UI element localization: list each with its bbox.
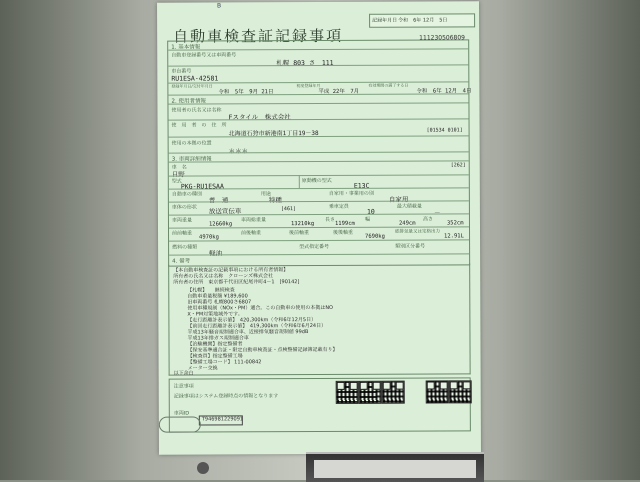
user-name-value: Fスタイル 株式会社 [228, 113, 291, 122]
remark-line: 平成13年騒音規制適合車、近接排気騒音規制値 99dB [187, 329, 309, 336]
length-label: 長さ [324, 216, 335, 223]
rear-axle-value: 7690kg [365, 233, 385, 240]
first-reg-label: 登録年月日/交付年月日 [171, 83, 213, 89]
paper-clip [159, 417, 201, 433]
body-label: 車体の形状 [171, 204, 197, 211]
vehicle-id-value: T946981229091 [199, 415, 243, 425]
divider [299, 175, 300, 188]
front-rear-axle-label: 前後軸重 [241, 230, 262, 237]
qr-code-3 [382, 381, 405, 404]
notes-text: 記録事項はシステム登録時点の情報となります [173, 393, 279, 400]
divider [169, 239, 469, 241]
first-reg-value: 令和 5年 9月 21日 [218, 89, 274, 96]
remark-line: 【本自動車検査証の記載事項における所有者情報】 [173, 267, 289, 274]
displacement-label: 総排気量又は定格出力 [395, 229, 441, 235]
body-code: [461] [280, 206, 296, 213]
document-title: 自動車検査証記録事項 [173, 26, 344, 46]
class-number-label: 類別区分番号 [395, 243, 426, 250]
body-value: 放送宣伝車 [208, 207, 242, 216]
front-axle-value: 4970kg [199, 234, 219, 241]
expiry-value: 令和 6年 12月 4日 [416, 88, 472, 95]
record-date-value: 令和 6年 12月 5日 [398, 17, 448, 24]
user-address-label: 使 用 者 の 住 所 [171, 122, 227, 129]
remark-line: 自動車重量税額 ¥189,600 [187, 293, 248, 300]
kind-value: 普 通 [208, 196, 229, 205]
model-label: 型式 [171, 178, 182, 185]
section-vehicle: 3. 車両詳細情報 [171, 156, 212, 163]
type-designation-label: 型式指定番号 [299, 243, 330, 251]
remark-line: 【保安基準適合証・限定自動車検査証・点検整備記録簿記載有り】 [187, 346, 338, 354]
remark-line: 【札幌】 継続検査 [187, 287, 235, 294]
divider [169, 160, 469, 162]
record-date-label: 記録年月日 [372, 17, 398, 24]
remark-line: メーター交換 [187, 365, 218, 372]
remark-line: 【整備工場コード】 111-00842 [187, 359, 262, 366]
vehicle-id-label: 車両ID [173, 410, 190, 417]
remark-line: X・PM対策地域外です。 [187, 311, 243, 318]
model-value: PKG-RU1ESAA [180, 182, 224, 191]
background-object [197, 462, 209, 474]
user-name-label: 使用者の氏名又は名称 [171, 107, 222, 114]
qr-code-5 [449, 380, 472, 403]
base-location-value: ＊＊＊ [228, 147, 249, 156]
remark-line: 使用車種規制（NOx・PM）適合。この自動車の使用の本拠はNO [187, 304, 334, 312]
remark-line: 平成13年排ガス規制適合車 [187, 335, 249, 342]
load-value: － [433, 208, 441, 217]
rear-axle-label: 後後軸重 [333, 229, 354, 236]
gross-weight-value: 13210kg [290, 221, 315, 228]
chassis-value: RU1ESA-42581 [171, 74, 219, 83]
divider [169, 253, 469, 255]
capacity-value: 10 [366, 207, 375, 216]
qr-code-1 [336, 381, 359, 404]
remarks-area [168, 263, 470, 375]
weight-value: 12660kg [208, 221, 233, 228]
remark-line: 【検査員】指定整備工場 [187, 353, 243, 360]
gross-weight-label: 車両総重量 [240, 217, 266, 224]
displacement-value: 12.91L [444, 233, 464, 240]
divider [169, 151, 469, 153]
notes-label: 注意事項 [173, 383, 194, 390]
use-label: 用途 [260, 191, 271, 198]
engine-label: 原動機の型式 [301, 177, 332, 185]
remark-line: 旧車両番号 札幌800さ6807 [187, 299, 252, 306]
qr-code-2 [359, 381, 382, 404]
base-location-label: 使用の本拠の位置 [171, 140, 212, 147]
section-user: 2. 使用者情報 [171, 98, 206, 105]
divider [169, 118, 469, 120]
inspection-certificate-sheet [157, 1, 481, 454]
height-label: 高さ [422, 216, 433, 223]
capacity-label: 乗車定員 [328, 203, 349, 210]
divider [168, 102, 468, 104]
width-label: 幅 [364, 216, 370, 223]
section-basic: 1. 基本情報 [171, 44, 201, 51]
use-value: 特種 [268, 196, 282, 205]
private-value: 自家用 [388, 195, 409, 204]
user-address-value: 北海道石狩市新港南1丁目19－38 [228, 130, 319, 138]
rear-front-axle-label: 後前軸重 [289, 230, 310, 237]
divider [169, 200, 469, 202]
front-axle-label: 前前軸重 [172, 230, 193, 237]
height-value: 352cm [446, 220, 464, 227]
section-remarks: 4. 備考 [172, 258, 191, 265]
top-mark: B [217, 2, 222, 10]
remark-line: 【治験機関】指定整備者 [187, 341, 243, 348]
reg-value: 札幌 803 さ 111 [276, 58, 334, 68]
kind-label: 自動車の種別 [171, 191, 202, 198]
tray-inner [314, 460, 476, 478]
remark-line: 所有者の住所 東京都千代田区紀尾井町4－1 [90142] [173, 279, 300, 286]
divider [169, 187, 469, 189]
length-value: 1199cm [334, 220, 355, 227]
remark-line: 以下余白 [173, 370, 194, 377]
maker-code: [262] [450, 162, 466, 169]
width-value: 249cm [398, 220, 416, 227]
fuel-value: 軽油 [209, 249, 223, 258]
user-address-code: [01534 0101] [426, 127, 463, 134]
divider [168, 93, 468, 95]
maker-value: 日野 [171, 170, 185, 179]
record-date-box [369, 13, 475, 27]
remark-line: 【走行距離計表示値】 420,300km（令和6年12月5日） [187, 317, 317, 324]
divider [169, 135, 469, 137]
weight-label: 車両重量 [171, 217, 192, 224]
remark-line: 所有者の氏名又は名称 クローンズ株式会社 [173, 273, 273, 280]
background-tray [306, 452, 484, 482]
fuel-label: 燃料の種類 [172, 244, 198, 251]
remark-line: 【前回走行距離計表示値】 419,300km（令和6年6月24日） [187, 322, 327, 330]
record-form-table [167, 39, 470, 266]
qr-code-4 [426, 380, 449, 403]
certificate-number: 111230506809 [419, 34, 465, 42]
engine-value: E13C [353, 181, 370, 190]
maker-label: 車 名 [171, 164, 187, 171]
reg-label: 自動車登録番号又は車両番号 [171, 52, 237, 59]
chassis-label: 車台番号 [171, 68, 192, 75]
private-label: 自家用・事業用の別 [328, 190, 374, 197]
load-label: 最大積載量 [396, 203, 422, 210]
expiry-label: 有効期間の満了する日 [368, 82, 409, 88]
first-year-label: 初度登録年月 [296, 82, 321, 89]
divider [168, 48, 468, 50]
first-year-value: 平成 22年 7月 [318, 88, 360, 96]
